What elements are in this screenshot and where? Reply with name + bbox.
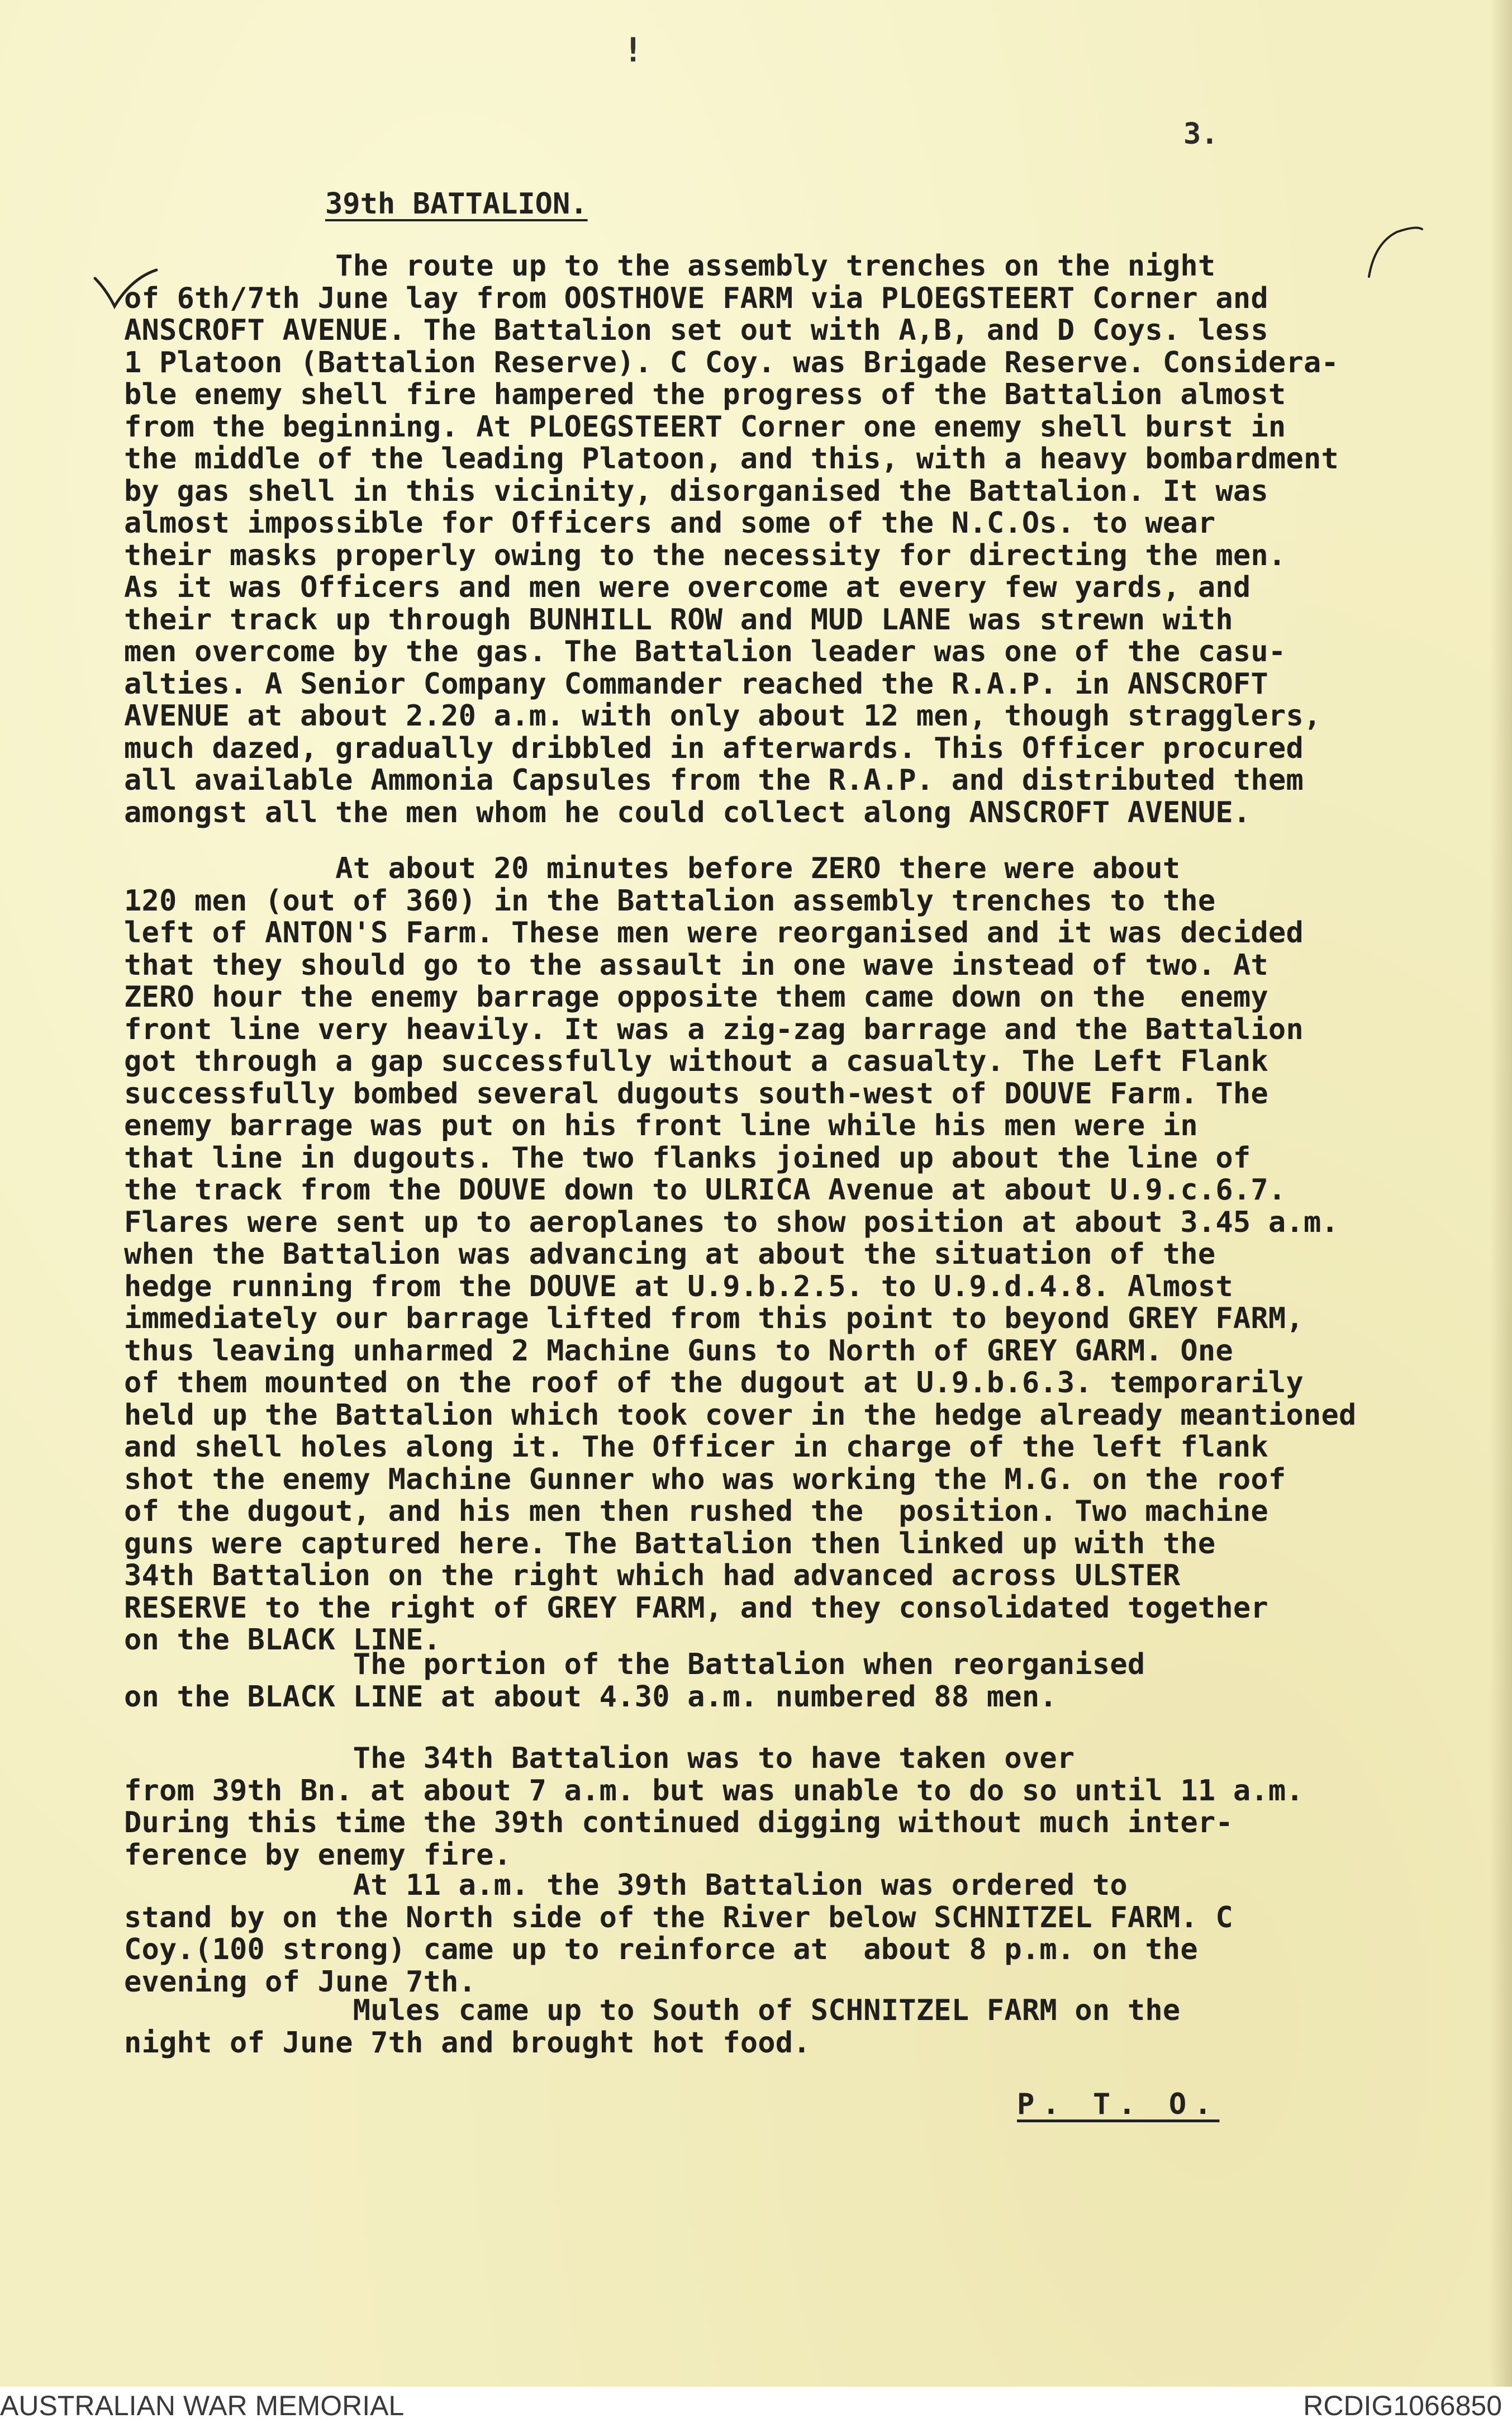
- text-line: thus leaving unharmed 2 Machine Guns to North of GREY GARM. One: [124, 1334, 1233, 1368]
- text-line: shot the enemy Machine Gunner who was working the M.G. on the roof: [124, 1462, 1286, 1496]
- page-edge-shadow: [1490, 0, 1512, 2387]
- text-line: on the BLACK LINE at about 4.30 a.m. numbered 88 men.: [124, 1680, 1057, 1714]
- text-line: successfully bombed several dugouts south-west of DOUVE Farm. The: [124, 1077, 1268, 1111]
- text-line: ference by enemy fire.: [124, 1838, 512, 1872]
- text-line: The 34th Battalion was to have taken over: [124, 1742, 1075, 1775]
- text-line: and shell holes along it. The Officer in charge of the left flank: [124, 1430, 1268, 1464]
- text-line: stand by on the North side of the River below SCHNITZEL FARM. C: [124, 1900, 1233, 1934]
- text-line: held up the Battalion which took cover in the hedge already meantioned: [124, 1398, 1357, 1432]
- page-number: 3.: [1183, 117, 1219, 151]
- paragraph-reorganised: [124, 1649, 1415, 1713]
- text-line: Coy.(100 strong) came up to reinforce at about 8 p.m. on the: [124, 1933, 1198, 1966]
- paragraph-route: [124, 250, 1415, 829]
- footer-source: AUSTRALIAN WAR MEMORIAL: [0, 2390, 405, 2421]
- text-line: by gas shell in this vicinity, disorganised the Battalion. It was: [124, 474, 1268, 508]
- text-line: As it was Officers and men were overcome at every few yards, and: [124, 571, 1251, 604]
- text-line: when the Battalion was advancing at about the situation of the: [124, 1237, 1216, 1271]
- text-line: of them mounted on the roof of the dugout at U.9.b.6.3. temporarily: [124, 1366, 1304, 1400]
- please-turn-over-note: P. T. O.: [1017, 2088, 1220, 2121]
- text-line: from 39th Bn. at about 7 a.m. but was unable to do so until 11 a.m.: [124, 1774, 1304, 1808]
- paragraph-34th-battalion: [124, 1743, 1415, 1871]
- text-line: The portion of the Battalion when reorganised: [124, 1648, 1145, 1681]
- text-line: men overcome by the gas. The Battalion leader was one of the casu-: [124, 635, 1286, 668]
- paragraph-zero-hour: [124, 853, 1415, 1657]
- text-line: the middle of the leading Platoon, and this, with a heavy bombardment: [124, 442, 1339, 476]
- text-line: night of June 7th and brought hot food.: [124, 2026, 811, 2060]
- footer-catalogue-id: RCDIG1066850: [1303, 2390, 1502, 2421]
- text-line: from the beginning. At PLOEGSTEERT Corner one enemy shell burst in: [124, 410, 1286, 444]
- text-line: their masks properly owing to the necessity for directing the men.: [124, 538, 1286, 572]
- text-line: ble enemy shell fire hampered the progress of the Battalion almost: [124, 378, 1286, 411]
- paragraph-stand-by: [124, 1870, 1415, 1998]
- text-line: 1 Platoon (Battalion Reserve). C Coy. was Brigade Reserve. Considera-: [124, 345, 1339, 380]
- text-line: the track from the DOUVE down to ULRICA Avenue at about U.9.c.6.7.: [124, 1173, 1286, 1207]
- text-line: At about 20 minutes before ZERO there were about: [124, 852, 1181, 885]
- text-line: Mules came up to South of SCHNITZEL FARM on the: [124, 1994, 1181, 2027]
- text-line: that line in dugouts. The two flanks joined up about the line of: [124, 1141, 1251, 1175]
- text-line: hedge running from the DOUVE at U.9.b.2.5. to U.9.d.4.8. Almost: [124, 1269, 1233, 1303]
- text-line: During this time the 39th continued digging without much inter-: [124, 1806, 1233, 1839]
- text-line: almost impossible for Officers and some of the N.C.Os. to wear: [124, 506, 1216, 540]
- text-line: RESERVE to the right of GREY FARM, and they consolidated together: [124, 1591, 1268, 1625]
- text-line: all available Ammonia Capsules from the R.A.P. and distributed them: [124, 764, 1304, 797]
- text-line: got through a gap successfully without a casualty. The Left Flank: [124, 1045, 1268, 1078]
- pencil-tick-mark: !: [623, 31, 644, 70]
- text-line: At 11 a.m. the 39th Battalion was ordered to: [124, 1869, 1128, 1902]
- text-line: immediately our barrage lifted from this point to beyond GREY FARM,: [124, 1302, 1304, 1335]
- text-line: The route up to the assembly trenches on the night: [124, 249, 1216, 283]
- text-line: AVENUE at about 2.20 a.m. with only about 12 men, though stragglers,: [124, 699, 1321, 733]
- text-line: amongst all the men whom he could collect along ANSCROFT AVENUE.: [124, 795, 1251, 829]
- text-line: much dazed, gradually dribbled in afterwards. This Officer procured: [124, 731, 1304, 765]
- text-line: 120 men (out of 360) in the Battalion assembly trenches to the: [124, 884, 1216, 918]
- text-line: enemy barrage was put on his front line while his men were in: [124, 1109, 1198, 1142]
- text-line: guns were captured here. The Battalion then linked up with the: [124, 1526, 1216, 1561]
- document-heading: 39th BATTALION.: [325, 187, 588, 221]
- text-line: on the BLACK LINE.: [124, 1623, 441, 1657]
- text-line: 34th Battalion on the right which had advanced across ULSTER: [124, 1559, 1181, 1592]
- text-line: alties. A Senior Company Commander reached the R.A.P. in ANSCROFT: [124, 667, 1268, 701]
- text-line: Flares were sent up to aeroplanes to show position at about 3.45 a.m.: [124, 1205, 1339, 1239]
- text-line: that they should go to the assault in one wave instead of two. At: [124, 948, 1268, 982]
- text-line: ZERO hour the enemy barrage opposite them came down on the enemy: [124, 980, 1268, 1014]
- text-line: left of ANTON'S Farm. These men were reorganised and it was decided: [124, 916, 1304, 950]
- text-line: of the dugout, and his men then rushed the position. Two machine: [124, 1495, 1268, 1528]
- text-line: ANSCROFT AVENUE. The Battalion set out with A,B, and D Coys. less: [124, 314, 1268, 347]
- paragraph-mules: [124, 1995, 1415, 2059]
- text-line: of 6th/7th June lay from OOSTHOVE FARM via PLOEGSTEERT Corner and: [124, 281, 1268, 315]
- text-line: their track up through BUNHILL ROW and MUD LANE was strewn with: [124, 603, 1233, 637]
- text-line: front line very heavily. It was a zig-zag barrage and the Battalion: [124, 1012, 1304, 1046]
- text-line: evening of June 7th.: [124, 1965, 477, 1999]
